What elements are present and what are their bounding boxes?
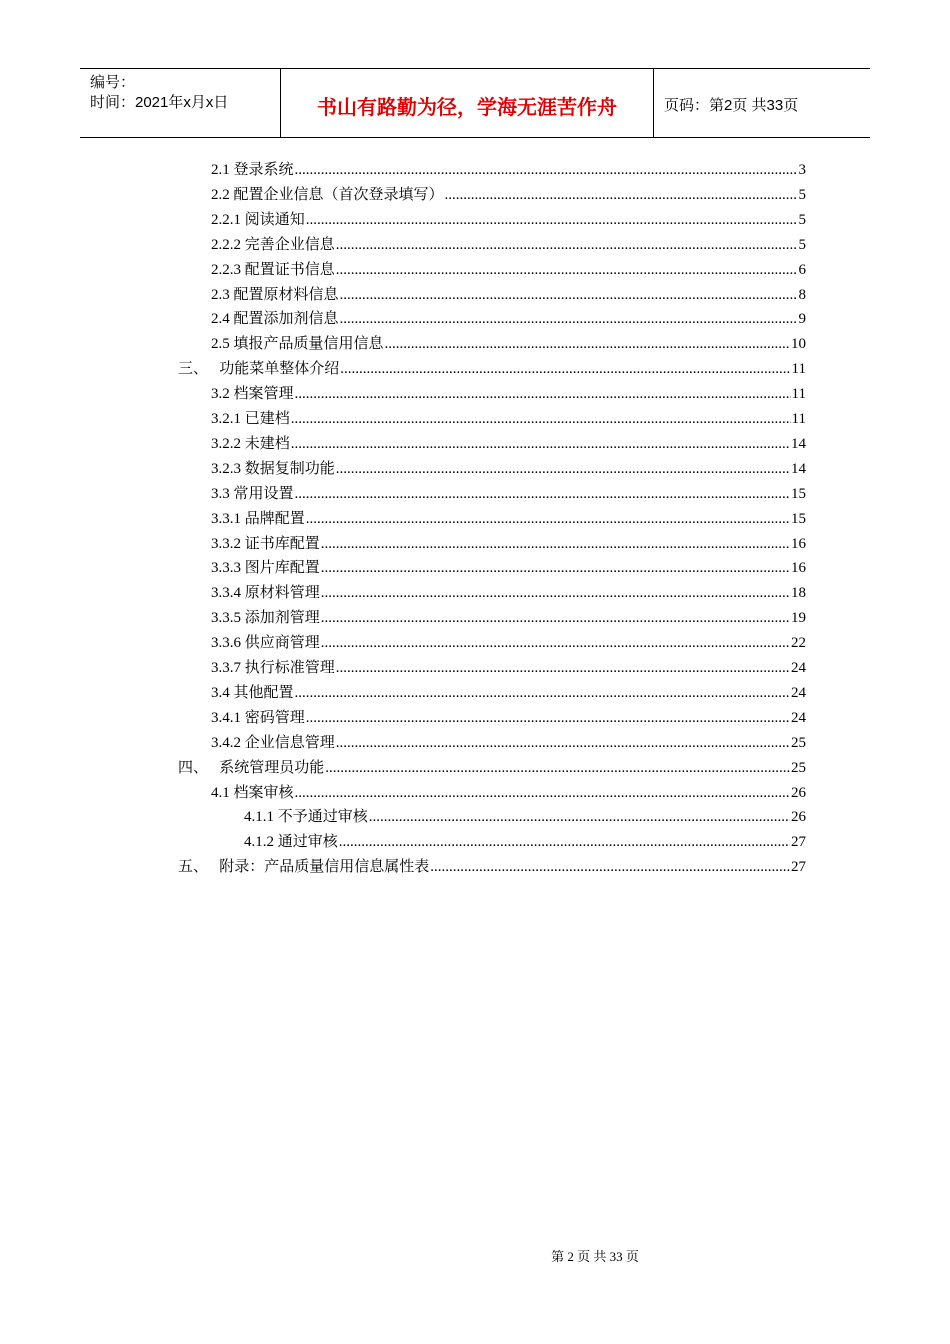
toc-entry[interactable] (0, 631, 950, 655)
toc-entry[interactable] (0, 706, 950, 730)
toc-entry[interactable] (0, 581, 950, 605)
toc-entry-page: 9 (798, 311, 806, 328)
toc-entry-page: 11 (791, 386, 806, 403)
toc-entry-title: 完善企业信息 (244, 236, 335, 253)
toc-entry-title: 通过审核 (277, 834, 338, 851)
toc-entry-number: 4.1 (211, 784, 234, 801)
toc-entry-number: 3.3.3 (211, 560, 245, 577)
toc-entry-title: 证书库配置 (244, 535, 320, 552)
toc-entry-number: 4.1.1 (244, 809, 278, 826)
toc-entry-number: 3.3.7 (211, 660, 245, 676)
toc-entry-number: 4.1.2 (244, 834, 278, 851)
toc-dot-leader (321, 556, 790, 580)
toc-entry-number: 2.2.2 (211, 236, 245, 253)
toc-entry-title: 常用设置 (233, 485, 294, 502)
toc-entry-title: 品牌配置 (244, 510, 305, 527)
toc-entry-number: 3.2.3 (211, 460, 245, 477)
toc-entry-title: 登录系统 (233, 162, 294, 178)
page-footer (0, 1246, 950, 1265)
toc-entry-number: 四、 (178, 759, 220, 776)
toc-entry[interactable] (0, 208, 950, 232)
toc-entry[interactable] (0, 432, 950, 456)
toc-entry[interactable] (0, 805, 950, 829)
toc-entry-number: 3.4.2 (211, 734, 245, 751)
toc-entry[interactable] (0, 781, 950, 805)
toc-entry-number: 2.2.1 (211, 211, 245, 228)
toc-entry-title: 执行标准管理 (244, 660, 335, 676)
toc-entry-page: 14 (791, 435, 806, 452)
toc-dot-leader (321, 606, 790, 630)
header-date-label: 时间：2021年x月x日 (90, 94, 229, 111)
toc-entry-title: 未建档 (244, 435, 290, 452)
toc-entry-page: 10 (791, 336, 806, 353)
toc-entry-page: 3 (798, 162, 806, 178)
toc-entry-number: 五、 (178, 859, 220, 876)
toc-entry[interactable] (0, 532, 950, 556)
toc-dot-leader (385, 332, 790, 356)
toc-dot-leader (295, 482, 790, 506)
toc-entry-page: 16 (791, 535, 806, 552)
toc-dot-leader (306, 706, 790, 730)
toc-entry-number: 3.3 (211, 485, 234, 502)
toc-entry-page: 18 (791, 585, 806, 602)
toc-entry-number: 3.2 (211, 386, 234, 403)
footer-page-number: 第 2 页 共 33 页 (551, 1249, 639, 1264)
toc-entry[interactable] (0, 332, 950, 356)
toc-dot-leader (295, 781, 790, 805)
toc-entry[interactable] (0, 606, 950, 630)
toc-entry-number: 2.3 (211, 286, 234, 303)
toc-entry-title: 功能菜单整体介绍 (219, 361, 340, 378)
toc-entry[interactable] (0, 681, 950, 705)
toc-entry-number: 2.2 (211, 186, 234, 203)
toc-entry-page: 11 (791, 361, 806, 378)
toc-entry-title: 企业信息管理 (244, 734, 335, 751)
toc-entry-page: 26 (791, 809, 806, 826)
toc-entry[interactable] (0, 556, 950, 580)
toc-entry[interactable] (0, 307, 950, 331)
toc-dot-leader (430, 855, 790, 879)
toc-entry-page: 25 (791, 759, 806, 776)
toc-entry-page: 5 (798, 211, 806, 228)
toc-entry-number: 2.4 (211, 311, 234, 328)
toc-entry-page: 16 (791, 560, 806, 577)
toc-entry-page: 27 (791, 859, 806, 876)
toc-entry[interactable] (0, 258, 950, 282)
toc-entry-title: 档案管理 (233, 386, 294, 403)
toc-entry-number: 3.4.1 (211, 709, 245, 726)
header-code-label: 编号： (90, 74, 136, 91)
toc-entry-page: 6 (798, 261, 806, 278)
header-motto: 书山有路勤为径，学海无涯苦作舟 (281, 69, 654, 137)
toc-dot-leader (295, 681, 790, 705)
toc-entry-title: 图片库配置 (244, 560, 320, 577)
toc-entry-number: 2.2.3 (211, 261, 245, 278)
toc-entry-title: 密码管理 (244, 709, 305, 726)
toc-entry-title: 阅读通知 (244, 211, 305, 228)
toc-entry[interactable] (0, 855, 950, 879)
toc-entry[interactable] (0, 731, 950, 755)
toc-dot-leader (369, 805, 790, 829)
toc-dot-leader (336, 656, 790, 680)
toc-entry-page: 27 (791, 834, 806, 851)
toc-dot-leader (321, 532, 790, 556)
toc-entry-page: 5 (798, 236, 806, 253)
toc-entry-number: 3.4 (211, 684, 234, 701)
toc-dot-leader (339, 830, 790, 854)
toc-entry[interactable] (0, 756, 950, 780)
toc-entry-number: 2.5 (211, 336, 234, 353)
toc-dot-leader (306, 507, 790, 531)
toc-entry-page: 15 (791, 485, 806, 502)
toc-entry-number: 3.3.4 (211, 585, 245, 602)
toc-entry-title: 已建档 (244, 411, 290, 427)
toc-entry-number: 3.3.6 (211, 635, 245, 652)
toc-entry-page: 25 (791, 734, 806, 751)
toc-dot-leader (295, 158, 798, 182)
toc-entry[interactable] (0, 656, 950, 680)
toc-entry[interactable] (0, 507, 950, 531)
toc-dot-leader (340, 307, 798, 331)
toc-entry-number: 3.3.2 (211, 535, 245, 552)
toc-entry-number: 2.1 (211, 162, 234, 178)
toc-dot-leader (340, 357, 790, 381)
toc-entry-title: 供应商管理 (244, 635, 320, 652)
toc-entry-page: 11 (791, 411, 806, 427)
toc-entry-title: 填报产品质量信用信息 (233, 336, 384, 353)
toc-entry[interactable] (0, 482, 950, 506)
header-page-info: 页码：第2页 共33页 (664, 96, 799, 114)
toc-dot-leader (321, 631, 790, 655)
toc-entry-page: 15 (791, 510, 806, 527)
toc-entry-number: 3.3.5 (211, 610, 245, 627)
toc-entry[interactable] (0, 283, 950, 307)
toc-entry-title: 配置原材料信息 (233, 286, 339, 303)
toc-entry[interactable] (0, 407, 950, 431)
toc-dot-leader (295, 382, 791, 406)
toc-dot-leader (336, 457, 790, 481)
toc-entry-page: 14 (791, 460, 806, 477)
toc-dot-leader (340, 283, 798, 307)
toc-entry[interactable] (0, 830, 950, 854)
toc-entry[interactable] (0, 357, 950, 381)
toc-dot-leader (291, 432, 790, 456)
toc-entry-title: 系统管理员功能 (219, 759, 325, 776)
toc-entry-title: 其他配置 (233, 684, 294, 701)
toc-dot-leader (306, 208, 798, 232)
toc-dot-leader (321, 581, 790, 605)
toc-entry-title: 配置添加剂信息 (233, 311, 339, 328)
toc-entry-page: 19 (791, 610, 806, 627)
toc-entry[interactable] (0, 457, 950, 481)
toc-entry-page: 24 (791, 709, 806, 726)
toc-entry-title: 档案审核 (233, 784, 294, 801)
toc-dot-leader (291, 407, 791, 431)
toc-entry-number: 3.2.2 (211, 435, 245, 452)
toc-entry-page: 26 (791, 784, 806, 801)
toc-dot-leader (445, 183, 798, 207)
toc-entry-page: 5 (798, 186, 806, 203)
toc-dot-leader (336, 233, 798, 257)
toc-entry[interactable] (0, 158, 950, 182)
toc-dot-leader (325, 756, 790, 780)
toc-entry-title: 原材料管理 (244, 585, 320, 602)
toc-entry-title: 附录：产品质量信用信息属性表 (219, 859, 430, 876)
toc-entry[interactable] (0, 233, 950, 257)
toc-entry-title: 数据复制功能 (244, 460, 335, 477)
toc-entry-number: 三、 (178, 361, 220, 378)
toc-entry-number: 3.2.1 (211, 411, 245, 427)
toc-entry[interactable] (0, 183, 950, 207)
toc-entry-title: 配置证书信息 (244, 261, 335, 278)
toc-entry-title: 不予通过审核 (277, 809, 368, 826)
toc-dot-leader (336, 731, 790, 755)
toc-entry-page: 22 (791, 635, 806, 652)
toc-entry-page: 24 (791, 660, 806, 676)
toc-entry-page: 24 (791, 684, 806, 701)
toc-entry[interactable] (0, 382, 950, 406)
header-meta (80, 69, 281, 137)
toc-entry-page: 8 (798, 286, 806, 303)
toc-dot-leader (336, 258, 798, 282)
page-header (80, 68, 870, 138)
toc-entry-title: 添加剂管理 (244, 610, 320, 627)
toc-entry-number: 3.3.1 (211, 510, 245, 527)
toc-entry-title: 配置企业信息（首次登录填写） (233, 186, 444, 203)
